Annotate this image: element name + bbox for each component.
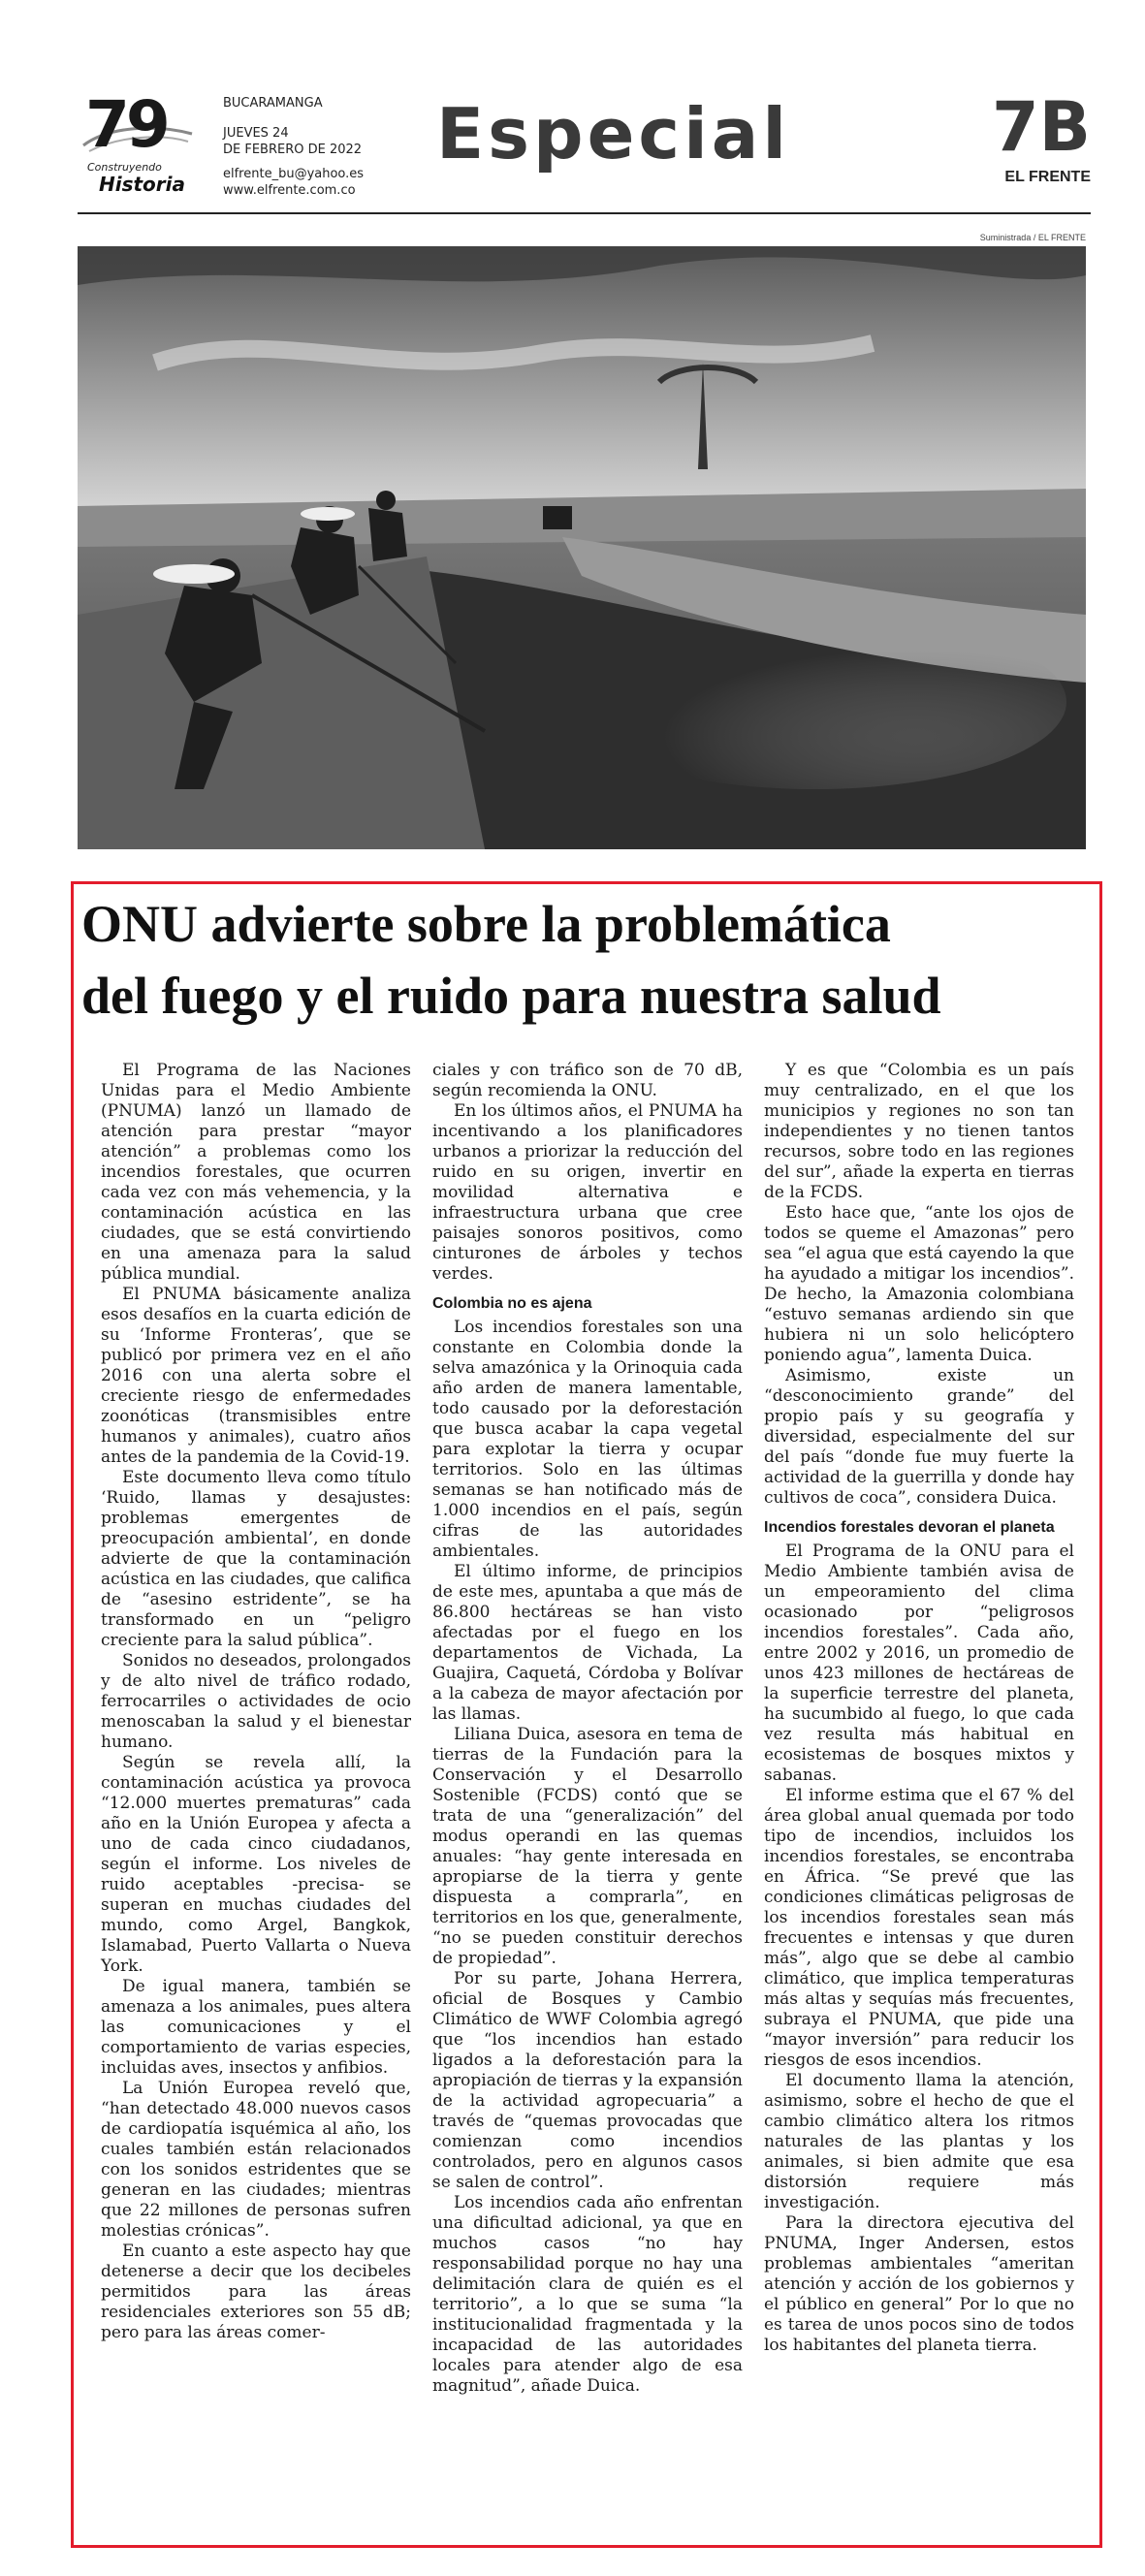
city: BUCARAMANGA — [223, 96, 323, 111]
paragraph: En cuanto a este aspecto hay que detenerse a decir que los decibeles permitidos para las áreas residenciales exteriores son 55 dB; pero para las áreas comer- — [101, 2242, 411, 2342]
paragraph: Y es que “Colombia es un país muy centralizado, en el que los municipios y regiones no son tan independientes y no tienen tantos recursos, sobre todo en las regiones del sur”, añade la experta en tierras de la FCDS. — [764, 1061, 1074, 1202]
page-number: 7B — [991, 87, 1091, 167]
subheading-incendios: Incendios forestales devoran el planeta — [764, 1519, 1055, 1536]
paragraph: Según se revela allí, la contaminación acústica ya provoca “12.000 muertes prematuras” cada año en la Unión Europea y afecta a uno de cada cinco ciudadanos, según el informe. Los niveles de ruido aceptables -precisa- se superan en muchas ciudades del mundo, como Argel, Bangkok, Islamabad, Puerto Vallarta o Nueva York. — [101, 1753, 411, 1976]
section-title: Especial — [436, 93, 791, 175]
date-line-1: JUEVES 24 — [223, 126, 289, 141]
paragraph: Sonidos no deseados, prolongados y de alto nivel de tráfico rodado, ferrocarriles o actividades de ocio menoscaban la salud y el bienestar humano. — [101, 1651, 411, 1752]
column-2 — [432, 1061, 743, 2397]
anniversary-logo — [78, 87, 202, 196]
headline — [81, 888, 1095, 1032]
paragraph: Los incendios forestales son una constante en Colombia donde la selva amazónica y la Orinoquia cada año arden de manera lamentable, todo causado por la deforestación que busca acabar la capa vegetal para explotar la tierra y ocupar territorios. Solo en las últimas semanas se han notificado más de 1.000 incendios en el país, según cifras de las autoridades ambientales. — [432, 1318, 743, 1561]
paragraph: La Unión Europea reveló que, “han detectado 48.000 nuevos casos de cardiopatía isquémica al año, los cuales también están relacionados con los sonidos estridentes que se generan en las ciudades; mientras que 22 millones de personas sufren molestias crónicas”. — [101, 2079, 411, 2241]
column-1 — [101, 1061, 411, 2343]
header-rule — [78, 212, 1091, 214]
paragraph: El PNUMA básicamente analiza esos desafíos en la cuarta edición de su ‘Informe Fronteras’, que se publicó por primera vez en el año 2016 con una alerta sobre el creciente riesgo de enfermedades zoonóticas (transmisibles entre humanos y animales), cuatro años antes de la pandemia de la Covid-19. — [101, 1285, 411, 1467]
paragraph: Asimismo, existe un “desconocimiento grande” del propio país y su geografía y diversidad, especialmente del sur del país “donde fue muy fuerte la actividad de la guerrilla y donde hay cultivos de coca”, considera Duica. — [764, 1366, 1074, 1508]
column-3 — [764, 1061, 1074, 2356]
paragraph: Los incendios cada año enfrentan una dificultad adicional, ya que en muchos casos “no hay responsabilidad porque no hay una delimitación clara de quién es el territorio”, a lo que se suma “la institucionalidad fragmentada y la incapacidad de las autoridades locales para atender algo de esa magnitud”, añade Duica. — [432, 2193, 743, 2396]
newspaper-name: EL FRENTE — [1004, 169, 1091, 185]
website: www.elfrente.com.co — [223, 183, 356, 198]
paragraph: El Programa de las Naciones Unidas para el Medio Ambiente (PNUMA) lanzó un llamado de atención para prestar “mayor atención” a problemas como los incendios forestales, que ocurren cada vez con más vehemencia, y la contaminación acústica en las ciudades, que se está convirtiendo en una amenaza para la salud pública mundial. — [101, 1061, 411, 1284]
subheading-colombia: Colombia no es ajena — [432, 1295, 592, 1312]
firefighters-photo-image — [78, 246, 1086, 849]
contact-email: elfrente_bu@yahoo.es — [223, 167, 365, 181]
logo-tagline: Construyendo — [87, 161, 162, 174]
headline-line-1: ONU advierte sobre la problemática — [81, 895, 891, 953]
article-box — [71, 881, 1102, 2548]
logo-number: 79 — [85, 87, 167, 162]
article-photo — [78, 246, 1086, 849]
headline-line-2: del fuego y el ruido para nuestra salud — [81, 967, 941, 1025]
paragraph: Por su parte, Johana Herrera, oficial de Bosques y Cambio Climático de WWF Colombia agregó que “los incendios han estado ligados a la deforestación para la apropiación de tierras y la expansión de la actividad agropecuaria” a través de “quemas provocadas que comienzan como incendios controlados, pero en algunos casos se salen de control”. — [432, 1969, 743, 2192]
paragraph: El Programa de la ONU para el Medio Ambiente también avisa de un empeoramiento del clima ocasionado por “peligrosos incendios forestales”. Cada año, entre 2002 y 2016, un promedio de unos 423 millones de hectáreas de la superficie terrestre del planeta, ha sucumbido al fuego, lo que cada vez resulta más habitual en ecosistemas de bosques mixtos y sabanas. — [764, 1542, 1074, 1785]
logo-word: Historia — [99, 173, 186, 196]
date-line-2: DE FEBRERO DE 2022 — [223, 143, 363, 157]
paragraph: Liliana Duica, asesora en tema de tierras de la Fundación para la Conservación y el Desarrollo Sostenible (FCDS) contó que se trata de una “generalización” del modus operandi en las quemas anuales: “hay gente interesada en apropiarse de la tierra y gente dispuesta a comprarla”, en territorios en los que, generalmente, “no se pueden constituir derechos de propiedad”. — [432, 1725, 743, 1968]
paragraph: El documento llama la atención, asimismo, sobre el hecho de que el cambio climático altera los ritmos naturales de las plantas y los animales, si bien admite que esa distorsión requiere más investigación. — [764, 2071, 1074, 2212]
photo-credit: Suministrada / EL FRENTE — [979, 233, 1086, 242]
paragraph: El informe estima que el 67 % del área global anual quemada por todo tipo de incendios, incluidos los incendios forestales, se encontraba en África. “Se prevé que las condiciones climáticas peligrosas de los incendios forestales sean más frecuentes e intensas y que duren más”, algo que se debe al cambio climático, que implica temperaturas más altas y sequías más frecuentes, subraya el PNUMA, que pide una “mayor inversión” para reducir los riesgos de esos incendios. — [764, 1786, 1074, 2070]
edition-info — [223, 95, 364, 199]
paragraph: ciales y con tráfico son de 70 dB, según recomienda la ONU. — [432, 1061, 743, 1100]
paragraph: De igual manera, también se amenaza a los animales, pues altera las comunicaciones y el comportamiento de varias especies, incluidas aves, insectos y anfibios. — [101, 1977, 411, 2078]
paragraph: Para la directora ejecutiva del PNUMA, Inger Andersen, estos problemas ambientales “ameritan atención y acción de los gobiernos y el público en general” Por lo que no es tarea de unos pocos sino de todos los habitantes del planeta tierra. — [764, 2213, 1074, 2355]
paragraph: Este documento lleva como título ‘Ruido, llamas y desajustes: problemas emergentes de preocupación ambiental’, en donde advierte de que la contaminación acústica en las ciudades, que califica de “asesino estridente”, se ha transformado en un “peligro creciente para la salud pública”. — [101, 1468, 411, 1650]
paragraph: El último informe, de principios de este mes, apuntaba a que más de 86.800 hectáreas se han visto afectadas por el fuego en los departamentos de Vichada, La Guajira, Caquetá, Córdoba y Bolívar a la cabeza de mayor afectación por las llamas. — [432, 1562, 743, 1724]
masthead — [78, 81, 1091, 217]
article-body — [101, 1061, 1075, 2525]
paragraph: En los últimos años, el PNUMA ha incentivando a los planificadores urbanos a priorizar la reducción del ruido en su origen, invertir en movilidad alternativa e infraestructura urbana que cree paisajes sonoros positivos, como cinturones de árboles y techos verdes. — [432, 1101, 743, 1284]
paragraph: Esto hace que, “ante los ojos de todos se queme el Amazonas” pero sea “el agua que está cayendo la que ha ayudado a mitigar los incendios”. De hecho, la Amazonia colombiana “estuvo semanas ardiendo sin que hubiera ni un solo helicóptero poniendo agua”, lamenta Duica. — [764, 1203, 1074, 1365]
